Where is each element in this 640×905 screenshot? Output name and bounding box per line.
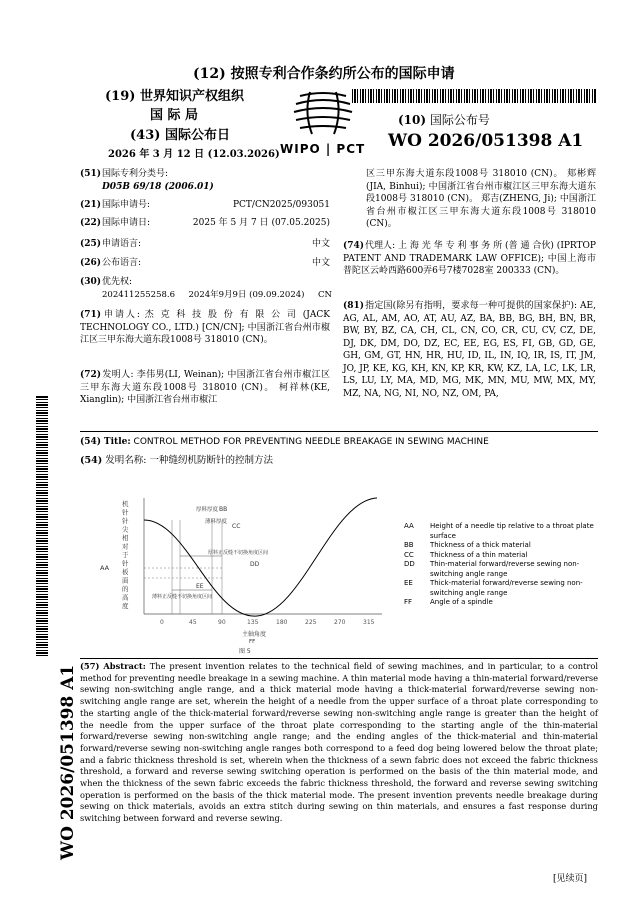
- biblio-30: (30)优先权: 202411255258.6 2024年9月9日 (09.09.2024) CN: [80, 277, 332, 300]
- legend-row: [404, 560, 599, 579]
- pubno-value: WO 2026/051398 A1: [388, 131, 584, 151]
- y-axis-label-char: 度: [122, 602, 129, 610]
- legend-text: Thick-material forward/reverse sewing non-switching angle range: [430, 579, 583, 597]
- biblio-25: (25)申请语言: 中文: [80, 239, 330, 249]
- continued-note: [见续页]: [553, 874, 588, 884]
- legend-key: DD: [404, 560, 415, 568]
- legend-row: [404, 579, 599, 598]
- x-tick-label: 225: [305, 619, 317, 626]
- pubno-label: 国际公布号: [429, 113, 490, 127]
- figure-plot: [92, 490, 392, 660]
- biblio-72: (72)发明人: 李伟男(LI, Weinan); 中国浙江省台州市椒江区三甲东海大道东段1008号 318010 (CN)。 柯祥林(KE, Xianglin); 中国浙江省台州市椒江: [80, 370, 330, 405]
- legend-key: FF: [404, 598, 413, 606]
- side-barcode: [36, 396, 48, 656]
- top-barcode: [352, 89, 597, 103]
- inventor-continued: 区三甲东海大道东段1008号 318010 (CN)。 郏彬辉(JIA, Binhui); 中国浙江省台州市椒江区三甲东海大道东段1008号 318010 (CN)。 郑吉(ZHENG, Ji); 中国浙江省台州市椒江区三甲东海大道东段1008号 318010 (CN)。: [366, 169, 596, 229]
- legend-text: Angle of a spindle: [430, 598, 493, 606]
- legend-key: EE: [404, 579, 413, 587]
- x-ticks: [160, 619, 375, 626]
- pubno-code: (10): [398, 113, 427, 127]
- title-en: (54) Title: CONTROL METHOD FOR PREVENTING NEEDLE BREAKAGE IN SEWING MACHINE: [80, 437, 489, 447]
- org-name: 世界知识产权组织: [139, 89, 244, 104]
- legend-key: CC: [404, 550, 414, 559]
- bb-code: BB: [219, 506, 228, 513]
- cc-code: CC: [232, 523, 241, 530]
- legend-row: [404, 598, 599, 608]
- org-code: (19): [105, 89, 136, 104]
- x-tick-label: 315: [363, 619, 375, 626]
- legend-text: Thickness of a thin material: [430, 550, 528, 559]
- x-tick-label: 0: [160, 619, 164, 626]
- ee-code: EE: [196, 583, 204, 590]
- biblio-22: (22)国际申请日: 2025 年 5 月 7 日 (07.05.2025): [80, 218, 330, 228]
- pubdate-code: (43): [130, 128, 161, 143]
- org-block: [105, 85, 265, 123]
- ff-code: FF: [249, 639, 256, 645]
- cc-text: 薄料厚度: [205, 519, 228, 525]
- ee-text: 薄料正反缝不切换角度区间: [152, 594, 213, 600]
- pubdate-label: 国际公布日: [164, 128, 230, 143]
- legend-row: [404, 522, 599, 541]
- legend-row: [404, 541, 599, 551]
- side-pub-number: WO 2026/051398 A1: [58, 664, 78, 860]
- legend-key: AA: [404, 522, 414, 530]
- org-bureau: 国 际 局: [150, 108, 199, 123]
- wipo-pct-text: WIPO | PCT: [280, 142, 366, 156]
- y-axis-label-char: 高: [122, 593, 129, 602]
- biblio-81: (81)指定国(除另有指明，要求每一种可提供的国家保护): AE, AG, AL, AM, AO, AT, AU, AZ, BA, BB, BG, BH, BN, BR, BW, BY, BZ, CA, CH, CL, CN, CO, CR, CU, CV, CZ, DE, DJ, DK, DM, DO, DZ, EC, EE, EG, ES, FI, GB, GD, GE, GH, GM, GT, HN, HR, HU, ID, IL, IN, IQ, IR, IS, IT, JM, JO, JP, KE, KG, KH, KN, KP, KR, KW, KZ, LA, LC, LK, LR, LS, LU, LY, MA, MD, MG, MK, MN, MU, MW, MX, MY, MZ, NA, NG, NI, NO, NZ, OM, PA,: [343, 301, 596, 399]
- x-tick-label: 90: [218, 619, 226, 626]
- title-divider: [80, 431, 598, 432]
- pubno-block: [388, 111, 584, 151]
- biblio-74: (74)代理人: 上 海 光 华 专 利 事 务 所 (普 通 合伙) (IPRTOP PATENT AND TRADEMARK LAW OFFICE); 中国上海市普陀区云岭西路600弄6号7楼7028室 200333 (CN)。: [343, 241, 596, 276]
- dd-text: 厚料正反缝不切换角度区间: [208, 550, 269, 556]
- publication-type: (12) 按照专利合作条约所公布的国际申请: [193, 66, 455, 82]
- pubdate-value: 2026 年 3 月 12 日 (12.03.2026): [108, 149, 280, 160]
- title-zh: (54) 发明名称: 一种缝纫机防断针的控制方法: [80, 455, 273, 466]
- bb-text: 厚料厚度: [196, 507, 219, 513]
- legend-key: BB: [404, 541, 414, 549]
- y-axis-label-char: 尖: [122, 525, 129, 534]
- y-axis-label-char: 板: [122, 568, 129, 576]
- legend-text: Thin-material forward/reverse sewing non-switching angle range: [430, 560, 580, 578]
- biblio-21: (21)国际申请号: PCT/CN2025/093051: [80, 200, 330, 210]
- biblio-71: (71)申请人: 杰 克 科 技 股 份 有 限 公 司 (JACK TECHNOLOGY CO., LTD.) [CN/CN]; 中国浙江省台州市椒江区三甲东海大道东段1008号 318010 (CN)。: [80, 310, 330, 345]
- y-axis-label-char: 于: [122, 551, 129, 559]
- y-axis-label-char: 针: [122, 508, 129, 517]
- y-axis-label-char: 机: [122, 500, 129, 508]
- dd-code: DD: [250, 561, 260, 568]
- y-axis-label-char: 相: [122, 534, 129, 542]
- y-axis-label-char: 对: [122, 542, 129, 551]
- pubdate-block: [108, 124, 280, 160]
- legend-text: Height of a needle tip relative to a throat plate surface: [430, 522, 594, 540]
- abstract-divider: [80, 658, 598, 659]
- legend-row: [404, 551, 599, 561]
- x-tick-label: 180: [276, 619, 288, 626]
- y-axis-label-char: 的: [122, 585, 129, 593]
- abstract: (57) Abstract: The present invention relates to the technical field of sewing machines, and in particular, to a control method for preventing needle breakage in a sewing machine. A thin material mode having a thin-material forward/reverse sewing non-switching angle range, and a thick material mode having a thick-material forward/reverse sewing non-switching angle range are set, wherein the height of a needle from the upper surface of a throat plate corresponding to the starting angle of the thick-material forward/reverse sewing non-switching angle range is greater than the height of the needle from the upper surface of the throat plate corresponding to the starting angle of the thin-material forward/reverse sewing non-switching angle range; and the ending angles of the thick-material and thin-material forward/reverse sewing non-switching angle ranges both correspond to a feed dog being lowered below the throat plate; and a fabric thickness threshold is set, wherein when the thickness of a sewn fabric does not exceed the fabric thickness threshold, a forward and reverse sewing switching operation is performed on the basis of the thin material mode, and when the thickness of the sewn fabric exceeds the fabric thickness threshold, the forward and reverse sewing switching operation is performed on the basis of the thick material mode. The present invention prevents needle breakage during sewing on thick materials, avoids an extra stitch during sewing on thin materials, and ensures a fast response during switching between forward and reverse sewing.: [80, 661, 599, 824]
- aa-label: AA: [100, 564, 110, 572]
- x-tick-label: 135: [247, 619, 259, 626]
- figure-legend: [404, 522, 599, 608]
- biblio-51: (51)国际专利分类号: D05B 69/18 (2006.01): [80, 169, 214, 192]
- x-axis-label: 主轴角度: [242, 631, 267, 638]
- x-tick-label: 270: [334, 619, 346, 626]
- biblio-26: (26)公布语言: 中文: [80, 258, 330, 268]
- y-axis-label-char: 针: [122, 517, 129, 525]
- y-axis-label-char: 针: [122, 559, 129, 568]
- legend-text: Thickness of a thick material: [430, 541, 531, 549]
- figure-caption: 图 5: [239, 648, 251, 655]
- y-axis-label-char: 面: [122, 576, 129, 585]
- x-tick-label: 45: [189, 619, 197, 626]
